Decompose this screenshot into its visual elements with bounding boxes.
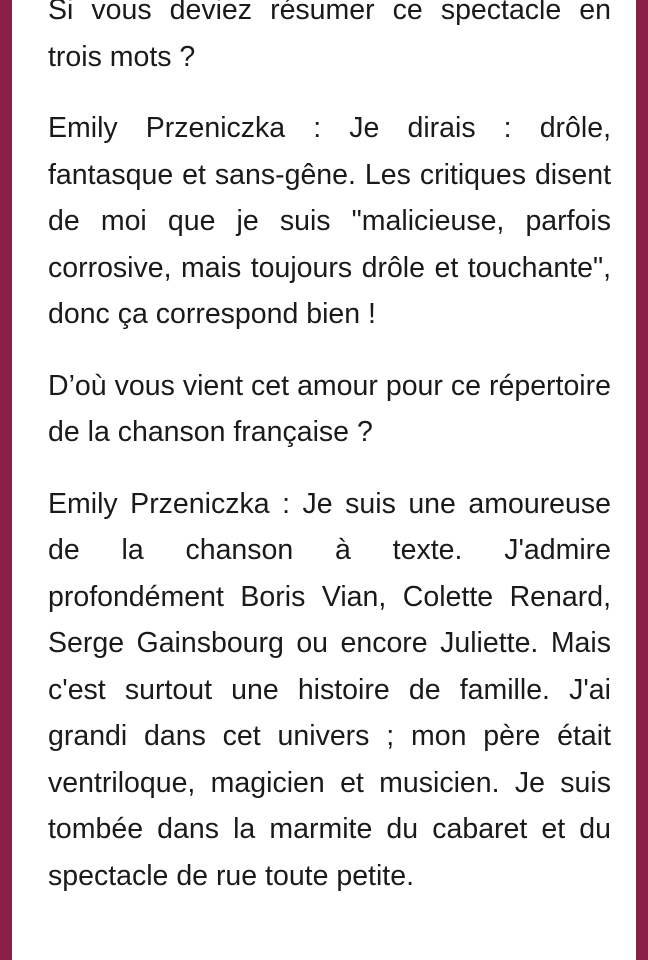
answer-paragraph: Emily Przeniczka : Je suis une amoureuse de la chanson à texte. J'admire profondément Boris Vian, Colette Renard, Serge Gainsbourg ou encore Juliette. Mais c'est surtout une histoire de famille. J'ai grandi dans cet univers ; mon père était ventriloque, magicien et musicien. Je suis tombée dans la marmite du cabaret et du spectacle de rue toute petite. bbox=[48, 487, 611, 892]
article-body bbox=[48, 0, 611, 924]
question-paragraph: D’où vous vient cet amour pour ce répertoire de la chanson française ? bbox=[48, 369, 611, 448]
answer-paragraph: Emily Przeniczka : Je dirais : drôle, fantasque et sans-gêne. Les critiques disent de moi que je suis "malicieuse, parfois corrosive, mais toujours drôle et touchante", donc ça correspond bien ! bbox=[48, 112, 611, 330]
document-page bbox=[12, 0, 636, 960]
question-paragraph: Si vous deviez résumer ce spectacle en trois mots ? bbox=[48, 0, 611, 73]
